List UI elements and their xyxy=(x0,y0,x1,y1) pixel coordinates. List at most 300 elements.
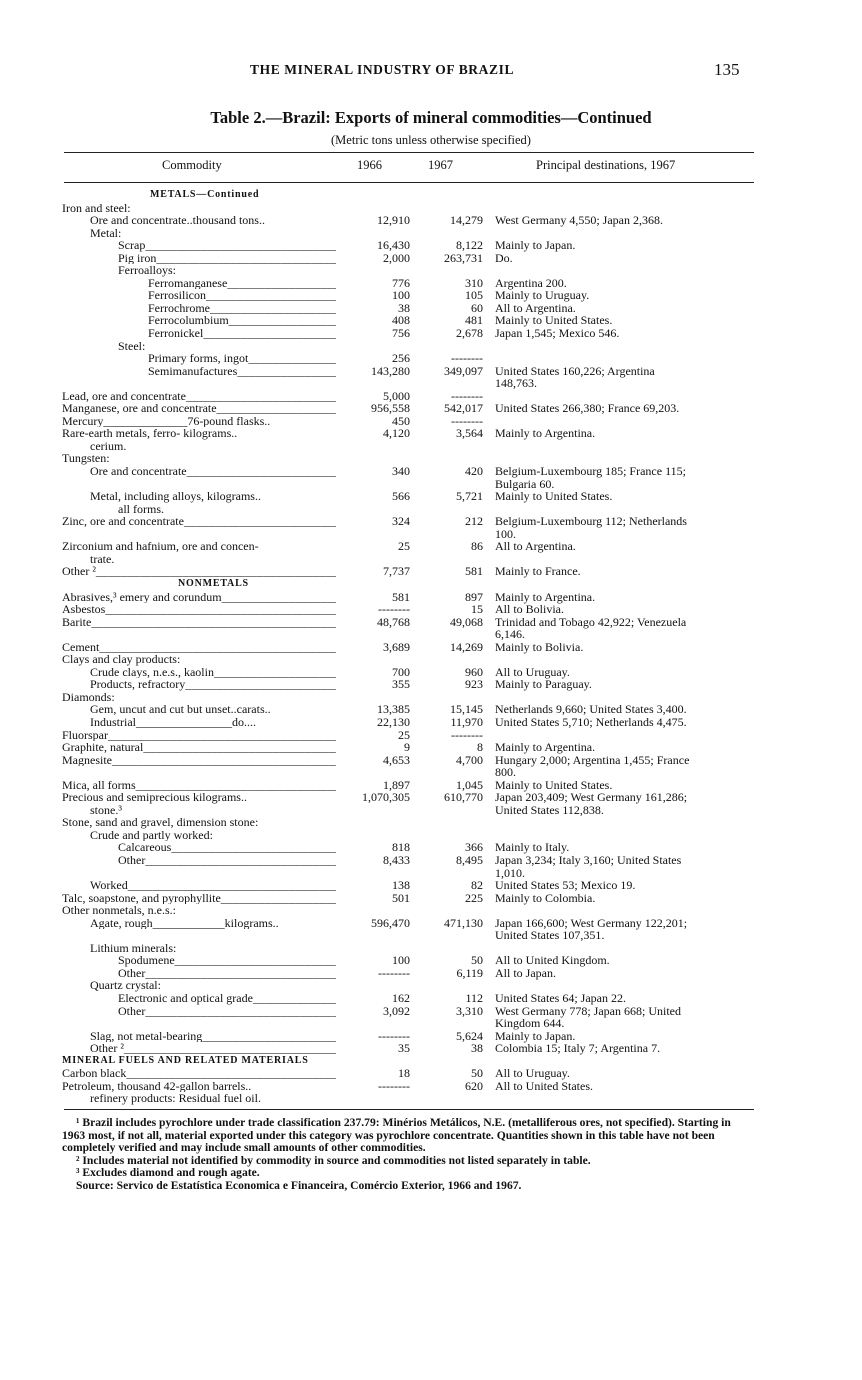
commodity-label xyxy=(148,365,336,378)
table-row xyxy=(0,979,862,992)
principal-destinations: Japan 1,545; Mexico 546. xyxy=(495,326,620,341)
principal-destinations: All to Uruguay. xyxy=(495,664,570,679)
commodity-name: Scrap xyxy=(118,239,146,252)
table-row xyxy=(0,314,862,327)
table-row xyxy=(0,703,862,716)
value-1966: 18 xyxy=(398,1066,410,1081)
value-1966: 566 xyxy=(392,489,410,504)
principal-destinations: United States 64; Japan 22. xyxy=(495,991,626,1005)
value-1967: 610,770 xyxy=(444,790,483,805)
value-1967: 14,279 xyxy=(450,213,483,228)
commodity-label xyxy=(90,716,336,729)
commodity-name: Gem, uncut and cut but unset..carats.. xyxy=(90,703,271,716)
value-1967: 15,145 xyxy=(450,702,483,717)
commodity-name: Other xyxy=(118,1004,146,1018)
table-row xyxy=(0,1030,862,1043)
commodity-name: Ore and concentrate..thousand tons.. xyxy=(90,214,265,227)
value-1967: 8,495 xyxy=(456,852,483,867)
commodity-name: Fluorspar xyxy=(62,728,108,742)
commodity-label xyxy=(118,239,336,252)
value-1966: 700 xyxy=(392,664,410,679)
value-1967: 8 xyxy=(477,740,483,755)
value-1967: 481 xyxy=(465,313,483,328)
table-row xyxy=(0,427,862,440)
page-number: 135 xyxy=(714,60,740,79)
commodity-label xyxy=(148,327,336,340)
principal-destinations: Belgium-Luxembourg 112; Netherlands xyxy=(495,514,687,529)
commodity-name: all forms. xyxy=(118,502,164,516)
value-1966: 4,120 xyxy=(383,426,410,441)
column-headers xyxy=(0,158,862,176)
table-row xyxy=(0,252,862,265)
commodity-label xyxy=(90,1042,336,1055)
table-row xyxy=(0,816,862,829)
value-1967: 6,119 xyxy=(456,965,483,980)
value-1966: 7,737 xyxy=(383,564,410,579)
col-header-destinations: Principal destinations, 1967 xyxy=(536,158,676,172)
table-row xyxy=(0,227,862,240)
table-row xyxy=(0,791,862,804)
table-row xyxy=(0,452,862,465)
principal-destinations: Mainly to Italy. xyxy=(495,840,570,855)
commodity-label xyxy=(148,289,336,302)
principal-destinations: 800. xyxy=(495,765,516,780)
principal-destinations: Japan 3,234; Italy 3,160; United States xyxy=(495,852,682,867)
table-row xyxy=(0,829,862,842)
table-row xyxy=(0,1055,862,1068)
value-1966: 340 xyxy=(392,464,410,479)
principal-destinations: Belgium-Luxembourg 185; France 115; xyxy=(495,464,686,479)
value-1966: 776 xyxy=(392,275,410,290)
commodity-name: Agate, rough____________kilograms.. xyxy=(90,916,279,930)
principal-destinations: Mainly to Argentina. xyxy=(495,426,596,441)
principal-destinations: All to Bolivia. xyxy=(495,602,564,617)
principal-destinations: 6,146. xyxy=(495,627,525,642)
commodity-label xyxy=(118,1005,336,1018)
value-1967: 420 xyxy=(465,464,483,479)
principal-destinations: Bulgaria 60. xyxy=(495,476,555,491)
value-1966: 1,070,305 xyxy=(362,790,410,805)
commodity-name: Ferrosilicon xyxy=(148,289,206,302)
value-1967: 923 xyxy=(465,677,483,692)
commodity-name: Other xyxy=(118,966,146,980)
value-1966: 4,653 xyxy=(383,752,410,767)
table-row xyxy=(0,729,862,742)
table-row xyxy=(0,402,862,415)
value-1966: 100 xyxy=(392,288,410,303)
principal-destinations: Trinidad and Tobago 42,922; Venezuela xyxy=(495,614,687,629)
commodity-label xyxy=(90,703,336,716)
commodity-name: Other ² xyxy=(62,565,96,578)
footnote-1: ¹ Brazil includes pyrochlore under trade classification 237.79: Minérios Metálicos, N.E. (metalliferous ores, not specified). Starting in 1963 most, if not all, material exported under this category was pyrochlore concentrate. Quantities shown in this table have not been completely verified and may include small amounts of other commodities. xyxy=(62,1116,731,1155)
value-1966: 501 xyxy=(392,890,410,905)
commodity-label xyxy=(62,603,336,616)
table-row xyxy=(0,239,862,252)
value-1966: 818 xyxy=(392,840,410,855)
value-1966: 355 xyxy=(392,677,410,692)
value-1967: 3,310 xyxy=(456,1003,483,1018)
commodity-label xyxy=(90,440,336,453)
commodity-label xyxy=(148,314,336,327)
commodity-name: Electronic and optical grade xyxy=(118,992,253,1005)
value-1967: 310 xyxy=(465,275,483,290)
commodity-label xyxy=(62,515,336,528)
principal-destinations: Mainly to Japan. xyxy=(495,238,576,253)
table-subtitle: (Metric tons unless otherwise specified) xyxy=(331,133,531,147)
commodity-name: Diamonds: xyxy=(62,690,115,704)
value-1966: 13,385 xyxy=(377,702,410,717)
commodity-name: Zirconium and hafnium, ore and concen- xyxy=(62,540,259,553)
principal-destinations: All to Argentina. xyxy=(495,539,576,554)
table-row xyxy=(0,490,862,503)
commodity-name: Manganese, ore and concentrate xyxy=(62,402,217,415)
principal-destinations: United States 107,351. xyxy=(495,928,605,943)
commodity-label xyxy=(148,352,336,365)
commodity-label xyxy=(90,465,336,478)
principal-destinations: Mainly to Colombia. xyxy=(495,890,596,905)
commodity-name: Barite xyxy=(62,615,92,629)
commodity-label xyxy=(90,942,336,955)
table-row xyxy=(0,264,862,277)
commodity-name: Mercury______________76-pound flasks.. xyxy=(62,414,271,428)
table-row xyxy=(0,528,862,541)
value-1966: 450 xyxy=(392,413,410,428)
commodity-label xyxy=(118,967,336,980)
value-1967: 225 xyxy=(465,890,483,905)
commodity-label xyxy=(90,678,336,691)
value-1967: 5,624 xyxy=(456,1028,483,1043)
value-1966: 143,280 xyxy=(371,363,410,378)
principal-destinations: Netherlands 9,660; United States 3,400. xyxy=(495,702,687,717)
commodity-label xyxy=(62,729,336,742)
commodity-label xyxy=(62,616,336,629)
commodity-name: Metal, including alloys, kilograms.. xyxy=(90,490,261,503)
commodity-name: Stone, sand and gravel, dimension stone: xyxy=(62,816,259,829)
commodity-name: Cement xyxy=(62,640,100,654)
principal-destinations: Mainly to Argentina. xyxy=(495,740,596,755)
commodity-name: Metal: xyxy=(90,226,122,240)
commodity-label xyxy=(62,641,336,654)
commodity-name: stone.³ xyxy=(90,803,122,817)
principal-destinations: All to Japan. xyxy=(495,965,556,980)
commodity-name: Carbon black xyxy=(62,1067,127,1080)
table-row xyxy=(0,202,862,215)
value-1966: 756 xyxy=(392,326,410,341)
commodity-name: Calcareous xyxy=(118,841,172,854)
commodity-name: Abrasives,³ emery and corundum xyxy=(62,590,222,604)
commodity-label xyxy=(90,979,336,992)
commodity-label xyxy=(62,691,336,704)
table-row xyxy=(0,766,862,779)
value-1967: 2,678 xyxy=(456,326,483,341)
commodity-name: Lithium minerals: xyxy=(90,941,177,955)
principal-destinations: 148,763. xyxy=(495,376,537,391)
value-1967: 366 xyxy=(465,840,483,855)
table-row xyxy=(0,390,862,403)
running-title: THE MINERAL INDUSTRY OF BRAZIL xyxy=(250,62,515,77)
table-body xyxy=(0,189,862,1105)
value-1967: 105 xyxy=(465,288,483,303)
commodity-name: Quartz crystal: xyxy=(90,979,161,992)
footnote-3: ³ Excludes diamond and rough agate. xyxy=(76,1166,260,1180)
value-1966: 25 xyxy=(398,539,410,554)
value-1966: 138 xyxy=(392,878,410,893)
commodity-label xyxy=(148,277,336,290)
principal-destinations: Mainly to United States. xyxy=(495,777,613,792)
commodity-name: Rare-earth metals, ferro- kilograms.. xyxy=(62,427,238,440)
value-1966: 16,430 xyxy=(377,238,410,253)
commodity-label xyxy=(62,415,336,428)
commodity-label xyxy=(62,904,336,917)
commodity-label xyxy=(148,302,336,315)
table-row xyxy=(0,440,862,453)
principal-destinations: Kingdom 644. xyxy=(495,1016,565,1031)
value-1966: 408 xyxy=(392,313,410,328)
commodity-name: Ore and concentrate xyxy=(90,465,187,478)
value-1967: 49,068 xyxy=(450,614,483,629)
commodity-name: refinery products: Residual fuel oil. xyxy=(90,1092,261,1105)
value-1967: 542,017 xyxy=(444,401,483,416)
section-heading: MINERAL FUELS AND RELATED MATERIALS xyxy=(62,1054,309,1066)
value-1966: 3,092 xyxy=(383,1003,410,1018)
principal-destinations: Colombia 15; Italy 7; Argentina 7. xyxy=(495,1041,661,1056)
value-1966: 324 xyxy=(392,514,410,529)
commodity-label xyxy=(62,540,336,553)
value-1966: 22,130 xyxy=(377,714,410,729)
value-1967: 50 xyxy=(471,1066,483,1081)
commodity-label xyxy=(118,340,336,353)
table-row xyxy=(0,377,862,390)
value-1966: 100 xyxy=(392,953,410,968)
table-row xyxy=(0,591,862,604)
commodity-name: Lead, ore and concentrate xyxy=(62,389,186,403)
value-1967: 960 xyxy=(465,664,483,679)
commodity-label xyxy=(62,1080,336,1093)
value-1967: -------- xyxy=(451,413,483,428)
commodity-label xyxy=(62,390,336,403)
value-1967: 212 xyxy=(465,514,483,529)
value-1967: 112 xyxy=(465,991,483,1005)
commodity-label xyxy=(90,1030,336,1043)
value-1966: 5,000 xyxy=(383,388,410,403)
commodity-name: Ferroalloys: xyxy=(118,264,176,277)
commodity-label xyxy=(90,553,336,566)
value-1966: -------- xyxy=(378,965,410,980)
table-row xyxy=(0,628,862,641)
value-1967: 897 xyxy=(465,589,483,604)
principal-destinations: 100. xyxy=(495,526,516,541)
commodity-label xyxy=(90,666,336,679)
commodity-label xyxy=(118,503,336,516)
principal-destinations: All to Argentina. xyxy=(495,300,576,315)
table-row xyxy=(0,904,862,917)
footnotes xyxy=(62,1117,756,1193)
table-row xyxy=(0,1080,862,1093)
table-row xyxy=(0,277,862,290)
commodity-name: Zinc, ore and concentrate xyxy=(62,515,184,528)
principal-destinations: West Germany 778; Japan 668; United xyxy=(495,1003,681,1018)
commodity-name: Pig iron xyxy=(118,251,157,265)
value-1967: 5,721 xyxy=(456,489,483,504)
value-1967: 38 xyxy=(471,1041,483,1056)
value-1967: 15 xyxy=(471,602,483,617)
commodity-name: Ferromanganese xyxy=(148,276,228,290)
table-row xyxy=(0,603,862,616)
value-1966: 38 xyxy=(398,300,410,315)
commodity-name: Spodumene xyxy=(118,954,175,967)
table-row xyxy=(0,967,862,980)
commodity-label xyxy=(90,879,336,892)
table-row xyxy=(0,779,862,792)
commodity-label xyxy=(90,1092,336,1105)
principal-destinations: Do. xyxy=(495,250,513,265)
commodity-name: Asbestos xyxy=(62,603,106,616)
commodity-label xyxy=(62,892,336,905)
table-row xyxy=(0,804,862,817)
commodity-label xyxy=(118,854,336,867)
value-1966: 956,558 xyxy=(371,401,410,416)
commodity-name: Magnesite xyxy=(62,753,112,767)
value-1966: 162 xyxy=(392,991,410,1005)
principal-destinations: Mainly to United States. xyxy=(495,489,613,504)
table-row xyxy=(0,954,862,967)
value-1966: 35 xyxy=(398,1041,410,1056)
table-row xyxy=(0,992,862,1005)
principal-destinations: All to United States. xyxy=(495,1078,593,1093)
table-row xyxy=(0,1017,862,1030)
value-1967: 8,122 xyxy=(456,238,483,253)
commodity-name: Tungsten: xyxy=(62,452,110,466)
table-row xyxy=(0,653,862,666)
value-1966: -------- xyxy=(378,1078,410,1093)
principal-destinations: Mainly to Argentina. xyxy=(495,589,596,604)
commodity-label xyxy=(62,202,336,215)
value-1967: 14,269 xyxy=(450,639,483,654)
table-row xyxy=(0,465,862,478)
table-row xyxy=(0,302,862,315)
col-header-commodity: Commodity xyxy=(162,158,222,172)
commodity-label xyxy=(118,954,336,967)
commodity-name: Products, refractory xyxy=(90,678,186,691)
commodity-name: Mica, all forms xyxy=(62,778,136,792)
commodity-label xyxy=(62,565,336,578)
table-row xyxy=(0,1092,862,1105)
principal-destinations: Mainly to Paraguay. xyxy=(495,677,592,692)
value-1967: 50 xyxy=(471,953,483,968)
value-1966: -------- xyxy=(378,1028,410,1043)
table-row xyxy=(0,678,862,691)
table-row xyxy=(0,854,862,867)
commodity-name: Precious and semiprecious kilograms.. xyxy=(62,791,247,804)
commodity-name: Talc, soapstone, and pyrophyllite xyxy=(62,891,221,905)
value-1967: 263,731 xyxy=(444,250,483,265)
table-bottom-rule xyxy=(64,1109,754,1110)
principal-destinations: Hungary 2,000; Argentina 1,455; France xyxy=(495,752,690,767)
commodity-name: Graphite, natural xyxy=(62,741,144,754)
value-1966: 8,433 xyxy=(383,852,410,867)
col-header-1966: 1966 xyxy=(357,158,382,172)
commodity-name: Semimanufactures xyxy=(148,364,238,378)
commodity-label xyxy=(90,829,336,842)
table-row xyxy=(0,879,862,892)
commodity-name: Primary forms, ingot xyxy=(148,352,249,365)
commodity-name: Other ² xyxy=(90,1042,124,1055)
table-row xyxy=(0,942,862,955)
table-row xyxy=(0,1042,862,1055)
table-row xyxy=(0,716,862,729)
value-1967: -------- xyxy=(451,351,483,366)
value-1966: 256 xyxy=(392,351,410,366)
commodity-label xyxy=(90,917,336,930)
value-1966: 25 xyxy=(398,727,410,742)
principal-destinations: United States 160,226; Argentina xyxy=(495,363,655,378)
commodity-label xyxy=(62,452,336,465)
table-title: Table 2.—Brazil: Exports of mineral commodities—Continued xyxy=(210,108,652,127)
value-1967: 11,970 xyxy=(450,714,483,729)
table-row xyxy=(0,327,862,340)
value-1967: 1,045 xyxy=(456,777,483,792)
commodity-label xyxy=(90,227,336,240)
table-row xyxy=(0,365,862,378)
commodity-label xyxy=(118,264,336,277)
commodity-label xyxy=(90,214,336,227)
value-1967: 471,130 xyxy=(444,915,483,930)
commodity-name: Ferronickel xyxy=(148,327,204,340)
commodity-label xyxy=(62,754,336,767)
commodity-name: Worked xyxy=(90,879,128,892)
table-row xyxy=(0,289,862,302)
principal-destinations: Japan 203,409; West Germany 161,286; xyxy=(495,790,688,805)
table-row xyxy=(0,892,862,905)
commodity-name: cerium. xyxy=(90,439,127,453)
value-1966: 596,470 xyxy=(371,915,410,930)
value-1966: 48,768 xyxy=(377,614,410,629)
commodity-name: Petroleum, thousand 42-gallon barrels.. xyxy=(62,1079,252,1093)
table-row xyxy=(0,578,862,591)
table-row xyxy=(0,352,862,365)
principal-destinations: United States 53; Mexico 19. xyxy=(495,878,636,893)
commodity-name: Crude clays, n.e.s., kaolin xyxy=(90,665,214,679)
commodity-name: Crude and partly worked: xyxy=(90,828,213,842)
commodity-label xyxy=(62,816,336,829)
commodity-label xyxy=(62,591,336,604)
commodity-label xyxy=(62,427,336,440)
commodity-label xyxy=(118,252,336,265)
table-row xyxy=(0,754,862,767)
commodity-name: Ferrochrome xyxy=(148,301,210,315)
table-row xyxy=(0,741,862,754)
commodity-label xyxy=(90,490,336,503)
value-1967: 349,097 xyxy=(444,363,483,378)
footnote-2: ² Includes material not identified by commodity in source and commodities not listed separately in table. xyxy=(76,1153,591,1167)
commodity-name: Slag, not metal-bearing xyxy=(90,1029,203,1043)
table-row xyxy=(0,867,862,880)
table-row xyxy=(0,214,862,227)
principal-destinations: Mainly to Bolivia. xyxy=(495,639,584,654)
value-1967: 60 xyxy=(471,300,483,315)
value-1967: 82 xyxy=(471,878,483,893)
principal-destinations: United States 5,710; Netherlands 4,475. xyxy=(495,714,687,729)
commodity-name: Ferrocolumbium xyxy=(148,314,229,328)
section-heading: NONMETALS xyxy=(178,577,249,589)
commodity-name: Iron and steel: xyxy=(62,201,131,215)
header-bottom-rule xyxy=(64,182,754,183)
table-row xyxy=(0,340,862,353)
col-header-1967: 1967 xyxy=(428,158,453,172)
value-1966: 2,000 xyxy=(383,250,410,265)
table-row xyxy=(0,503,862,516)
table-row xyxy=(0,929,862,942)
